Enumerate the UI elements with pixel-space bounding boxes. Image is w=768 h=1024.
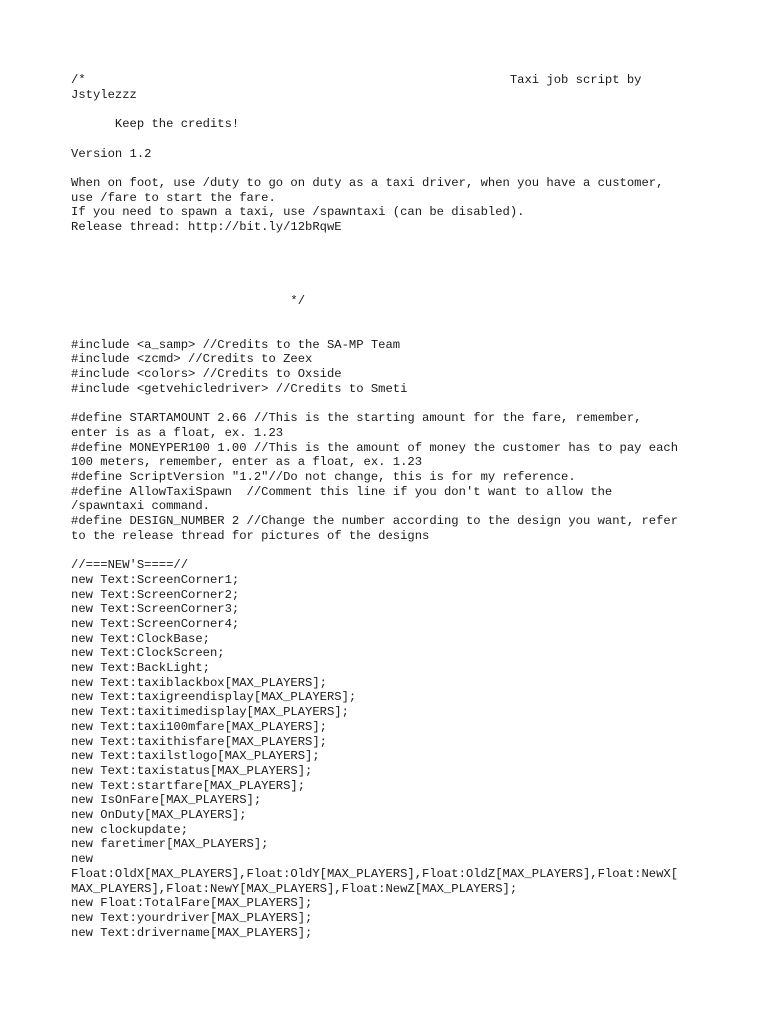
code-line: #include <colors> //Credits to Oxside (71, 367, 342, 381)
code-line: //===NEW'S====// (71, 558, 189, 573)
code-line: If you need to spawn a taxi, use /spawntaxi (can be disabled). (71, 205, 525, 220)
code-line: new Text:taxiblackbox[MAX_PLAYERS]; (71, 675, 327, 690)
code-line: #define STARTAMOUNT 2.66 //This is the starting amount for the fare, remember, (71, 411, 642, 426)
code-line: /spawntaxi command. (71, 499, 210, 514)
code-line: new Text:ScreenCorner4; (71, 616, 240, 631)
code-line: new Text:taxilstlogo[MAX_PLAYERS]; (71, 749, 320, 764)
code-line: new clockupdate; (71, 822, 189, 837)
code-line: new Text:ScreenCorner2; (71, 587, 240, 602)
code-line: Release thread: http://bit.ly/12bRqwE (71, 220, 342, 234)
code-line: new Float:TotalFare[MAX_PLAYERS]; (71, 896, 313, 911)
code-line: new Text:drivername[MAX_PLAYERS]; (71, 925, 313, 940)
code-line: Jstylezzz (71, 87, 137, 102)
code-line: #include <getvehicledriver> //Credits to Smeti (71, 381, 408, 396)
code-line: new Text:ScreenCorner3; (71, 602, 240, 617)
code-line: When on foot, use /duty to go on duty as a taxi driver, when you have a customer, (71, 175, 664, 190)
code-line: to the release thread for pictures of the designs (71, 528, 430, 543)
code-line: Keep the credits! (71, 117, 240, 132)
code-line: new Text:taxi100mfare[MAX_PLAYERS]; (71, 719, 327, 734)
code-line: #define DESIGN_NUMBER 2 //Change the number according to the design you want, refer (71, 514, 679, 528)
code-line: #define ScriptVersion "1.2"//Do not change, this is for my reference. (71, 469, 576, 484)
code-line: MAX_PLAYERS],Float:NewY[MAX_PLAYERS],Float:NewZ[MAX_PLAYERS]; (71, 881, 518, 896)
code-line: 100 meters, remember, enter as a float, ex. 1.23 (71, 455, 423, 470)
code-line: new OnDuty[MAX_PLAYERS]; (71, 808, 247, 822)
code-line: new (71, 852, 93, 867)
code-line: new Text:ClockScreen; (71, 646, 225, 661)
code-line: new Text:ClockBase; (71, 631, 210, 646)
code-line: new Text:yourdriver[MAX_PLAYERS]; (71, 910, 313, 925)
code-line: #define MONEYPER100 1.00 //This is the amount of money the customer has to pay each (71, 440, 679, 455)
code-line: new faretimer[MAX_PLAYERS]; (71, 837, 269, 852)
code-line: new Text:taxithisfare[MAX_PLAYERS]; (71, 734, 327, 749)
code-line: #include <zcmd> //Credits to Zeex (71, 352, 313, 367)
code-line: #include <a_samp> //Credits to the SA-MP Team (71, 337, 401, 352)
code-line: use /fare to start the fare. (71, 190, 276, 205)
code-line: new Text:taxistatus[MAX_PLAYERS]; (71, 763, 313, 778)
code-line: new Text:taxitimedisplay[MAX_PLAYERS]; (71, 705, 349, 720)
code-line: #define AllowTaxiSpawn //Comment this line if you don't want to allow the (71, 484, 613, 499)
code-line: /* Taxi job script by (71, 73, 642, 87)
code-line: new Text:taxigreendisplay[MAX_PLAYERS]; (71, 690, 357, 705)
code-line: new Text:ScreenCorner1; (71, 572, 240, 587)
code-line: new Text:BackLight; (71, 661, 210, 675)
code-line: Version 1.2 (71, 146, 152, 161)
code-line: new IsOnFare[MAX_PLAYERS]; (71, 793, 262, 808)
code-line: Float:OldX[MAX_PLAYERS],Float:OldY[MAX_PLAYERS],Float:OldZ[MAX_PLAYERS],Float:NewX[ (71, 866, 679, 881)
code-line: enter is as a float, ex. 1.23 (71, 425, 284, 440)
code-line: new Text:startfare[MAX_PLAYERS]; (71, 778, 306, 793)
code-line: */ (71, 293, 306, 308)
